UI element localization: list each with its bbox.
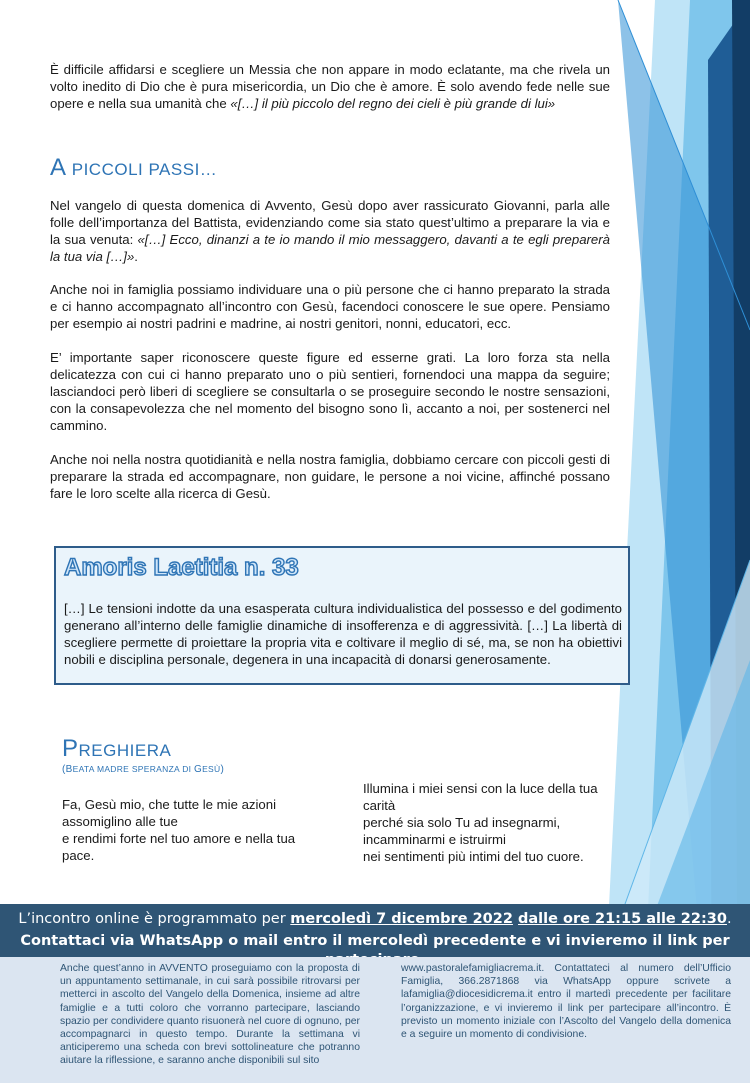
paragraph-1 [50,197,610,265]
banner-line-2: Contattaci via WhatsApp o mail entro il mercoledì precedente e vi invieremo il link per [20,933,730,949]
amoris-laetitia-title: Amoris Laetitia n. 33 [64,554,299,581]
subtitle-initial-b: B [65,764,73,775]
heading-initial: A [50,154,67,181]
intro-text: È difficile affidarsi e scegliere un Messia che non appare in modo eclatante, ma che rivela un volto inedito di Dio che è pura misericordia, un Dio che è amore. È solo avendo fede nelle sue opere e nella sua umanità che [50,62,610,111]
paragraph-2: Anche noi in famiglia possiamo individuare una o più persone che ci hanno preparato la strada e ci hanno accompagnato all’incontro con Gesù, facendoci conoscere le sue opere. Pensiamo per esempio ai nostri padrini e madrine, ai nostri genitori, nonni, educatori, ecc. [50,282,610,331]
banner-pre: L’incontro online è programmato per [18,911,291,927]
prayer-line: nei sentimenti più intimi del tuo cuore. [363,849,584,864]
prayer-heading [62,735,171,763]
prayer-left-column [62,796,295,864]
prayer-line: perché sia solo Tu ad insegnarmi, [363,815,561,830]
intro-paragraph [50,61,610,112]
prayer-line: e rendimi forte nel tuo amore e nella tua [62,831,296,846]
prayer-line: assomiglino alle tue [62,814,178,829]
subtitle-open: ( [62,764,66,775]
section-heading-piccoli-passi [50,154,217,182]
paragraph-1-end: . [134,249,138,264]
footer-right-column: www.pastoralefamigliacrema.it. Contattateci al numero dell’Ufficio Famiglia, 366.2871868 via WhatsApp oppure scrivete a lafamiglia@diocesidicrema.it entro il martedì precedente per facilitare l’organizzazione, e vi invieremo il link per partecipare all’incontro. È previsto un momento iniziale con l’Ascolto del Vangelo della domenica e a seguire un momento di condivisione. [401,963,731,1041]
amoris-laetitia-text: […] Le tensioni indotte da una esasperata cultura individualistica del possesso e del godimento generano all’interno delle famiglie dinamiche di insofferenza e di aggressività. […] La libertà di scegliere permette di proiettare la propria vita e coltivare il meglio di sé, ma, se non ha obiettivi nobili e disciplina personale, degenera in una incapacità di donarsi generosamente. [64,601,622,667]
subtitle-smallcaps-1: EATA MADRE SPERANZA DI [72,764,194,774]
prayer-right-column [363,780,598,865]
subtitle-close: ) [220,764,225,775]
prayer-line: carità [363,798,396,813]
footer-left-column: Anche quest’anno in AVVENTO proseguiamo con la proposta di un appuntamento settimanale, in cui sarà possibile ritrovarsi per metterci in ascolto del Vangelo della Domenica, insieme ad altre famiglie e a tutti coloro che vorranno partecipare, lasciando spazio per condividere quanto risuonerà nel cuore di ognuno, per accompagnarci in questo tempo. Durante la settimana vi anticiperemo una scheda con brevi sottolineature che potranno aiutare la riflessione, e saranno anche disponibili sul sito [60,963,360,1067]
banner-end: . [726,911,732,927]
prayer-line: Illumina i miei sensi con la luce della tua [363,781,598,796]
paragraph-3: E’ importante saper riconoscere queste figure ed esserne grati. La loro forza sta nella delicatezza con cui ci hanno preparato uno o più sentieri, fornendoci una mappa da seguire; lasciandoci però liberi di scegliere se consultarla o se proseguire secondo le nostre sensazioni, con la consapevolezza che nel momento del bisogno sono lì, accanto a noi, per sostenerci nel cammino. [50,350,610,433]
prayer-heading-initial: P [62,735,79,762]
amoris-laetitia-box [54,546,630,685]
prayer-heading-rest: REGHIERA [78,741,172,760]
footer [0,957,750,1083]
prayer-subtitle [62,764,224,775]
banner-line-1 [0,910,750,929]
paragraph-1-quote: «[…] Ecco, dinanzi a te io mando il mio messaggero, davanti a te egli preparerà la tua via […]» [50,232,610,264]
prayer-line: pace. [62,848,95,863]
paragraph-1-text: Nel vangelo di questa domenica di Avvento, Gesù dopo aver rassicurato Giovanni, parla alle folle dell’importanza del Battista, evidenziando come sia stato quest’ultimo a preparare la via e la sua venuta: [50,198,610,247]
paragraph-4: Anche noi nella nostra quotidianità e nella nostra famiglia, dobbiamo cercare con piccoli gesti di preparare la strada ed accompagnare, non guidare, le persone a noi vicine, affinché possano fare le loro scelte alla ricerca di Gesù. [50,452,610,501]
intro-quote: «[…] il più piccolo del regno dei cieli è più grande di lui» [230,96,556,111]
prayer-line: incamminarmi e istruirmi [363,832,506,847]
banner-date: mercoledì 7 dicembre 2022 [290,911,513,927]
heading-rest: PICCOLI PASSI… [66,160,218,179]
prayer-line: Fa, Gesù mio, che tutte le mie azioni [62,797,277,812]
subtitle-smallcaps-2: ESÙ [202,764,221,774]
banner-time: dalle ore 21:15 alle 22:30 [518,911,727,927]
meeting-banner [0,904,750,957]
subtitle-initial-g: G [193,764,203,775]
